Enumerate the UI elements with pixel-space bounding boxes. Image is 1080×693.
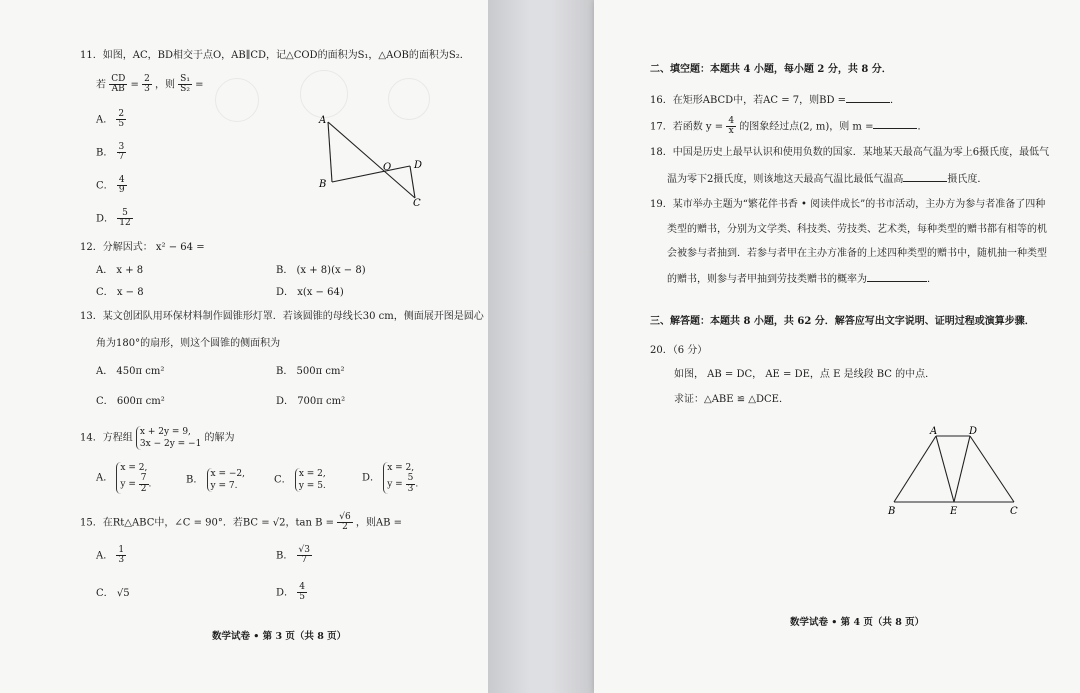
question-12-stem: 12．分解因式： x² − 64 = xyxy=(80,242,205,253)
question-12-option-d[interactable]: D． x(x − 64) xyxy=(276,287,344,298)
question-14-stem: 14．方程组 x + 2y = 9, 3x − 2y = −1 的解为 xyxy=(80,427,235,450)
question-11-option-b[interactable]: B． $\frac{3}{7}$ xyxy=(96,142,125,163)
point-d-label: D xyxy=(414,160,423,171)
point-a-label: A xyxy=(930,426,938,437)
question-13-option-b[interactable]: B． 500π cm² xyxy=(276,366,345,377)
question-18-line-1: 18．中国是历史上最早认识和使用负数的国家．某地某天最高气温为零上6摄氏度，最低气 xyxy=(650,147,1050,158)
q18-answer-blank[interactable] xyxy=(903,172,947,182)
segment-de xyxy=(954,436,970,502)
point-c-label: C xyxy=(1010,506,1018,517)
point-d-label: D xyxy=(969,426,978,437)
equation-system: x + 2y = 9, 3x − 2y = −1 xyxy=(136,426,201,450)
page-gutter xyxy=(488,0,594,693)
segment-ab xyxy=(328,122,332,182)
point-e-label: E xyxy=(950,506,958,517)
ratio-fraction: $\frac{2}{3}$ xyxy=(144,74,150,95)
question-15-option-a[interactable]: A． $\frac{1}{3}$ xyxy=(96,545,125,566)
page-3-footer: 数学试卷 • 第 3 页（共 8 页） xyxy=(212,631,347,642)
question-18-line-2: 温为零下2摄氏度，则该地这天最高气温比最低气温高 摄氏度． xyxy=(667,174,988,185)
section-3-heading: 三、解答题：本题共 8 小题，共 62 分．解答应写出文字说明、证明过程或演算步骤． xyxy=(650,316,1035,327)
point-c-label: C xyxy=(413,198,421,208)
point-o-label: O xyxy=(383,162,392,173)
question-11-option-a[interactable]: A． $\frac{2}{5}$ xyxy=(96,109,125,130)
question-11-condition: 若 $\frac{CD}{AB}$ = $\frac{2}{3}$ ，则 $\frac{\text{S₁}}{\text{S₂}}$ = xyxy=(96,74,204,95)
question-11-stem: 11．如图，AC，BD相交于点O，AB∥CD，记△COD的面积为S₁，△AOB的面积为S₂． xyxy=(80,50,470,61)
question-13-option-c[interactable]: C． 600π cm² xyxy=(96,396,165,407)
segment-ab xyxy=(894,436,936,502)
point-b-label: B xyxy=(319,179,327,190)
question-13-line-1: 13．某文创团队用环保材料制作圆锥形灯罩．若该圆锥的母线长30 cm，侧面展开图是圆心 xyxy=(80,311,484,322)
question-14-option-c[interactable]: C． x = 2, y = 5. xyxy=(274,469,326,492)
exam-page-4 xyxy=(594,0,1080,693)
question-12-option-c[interactable]: C． x − 8 xyxy=(96,287,144,298)
question-19-line-3: 会被参与者抽到．若参与者甲在主办方准备的上述四种类型的赠书中，随机抽一种类型 xyxy=(667,248,1047,259)
question-14-option-a[interactable]: A． x = 2, y = $\frac{7}{2}$ . xyxy=(96,463,152,494)
question-11-option-c[interactable]: C． $\frac{4}{9}$ xyxy=(96,175,125,196)
point-a-label: A xyxy=(319,115,327,126)
segment-dc xyxy=(970,436,1014,502)
exam-page-3 xyxy=(0,0,488,693)
segment-ac xyxy=(328,122,415,198)
segment-bd xyxy=(332,166,410,182)
question-12-option-a[interactable]: A． x + 8 xyxy=(96,265,144,276)
question-11-figure xyxy=(310,108,435,208)
tan-b-fraction: $\frac{√6}{2}$ xyxy=(339,512,351,533)
question-20-given: 如图， AB = DC， AE = DE，点 E 是线段 BC 的中点． xyxy=(674,369,936,380)
point-b-label: B xyxy=(888,506,896,517)
question-15-option-c[interactable]: C． √5 xyxy=(96,588,130,599)
question-14-option-b[interactable]: B． x = −2, y = 7. xyxy=(186,469,246,492)
question-19-line-1: 19．某市举办主题为“繁花伴书香 • 阅读伴成长”的书市活动，主办方为参与者准备了四种 xyxy=(650,199,1046,210)
question-15-option-d[interactable]: D． $\frac{4}{5}$ xyxy=(276,582,305,603)
question-16: 16．在矩形ABCD中，若AC = 7，则BD = ． xyxy=(650,95,901,106)
four-over-x-fraction: $\frac{4}{x}$ xyxy=(728,116,735,137)
question-20-title: 20．（6 分） xyxy=(650,345,708,356)
question-19-line-2: 类型的赠书，分别为文学类、科技类、劳技类、艺术类，每种类型的赠书都有相等的机 xyxy=(667,224,1047,235)
question-13-line-2: 角为180°的扇形，则这个圆锥的侧面积为 xyxy=(96,338,281,349)
question-13-option-d[interactable]: D． 700π cm² xyxy=(276,396,346,407)
question-15-stem: 15．在Rt△ABC中，∠C = 90°．若BC = √2，tan B = $\frac{√6}{2}$ ，则AB = xyxy=(80,512,403,533)
page-4-footer: 数学试卷 • 第 4 页（共 8 页） xyxy=(790,617,925,628)
question-17: 17．若函数 y = $\frac{4}{x}$ 的图象经过点(2, m)，则 m = ． xyxy=(650,116,928,137)
question-19-line-4: 的赠书，则参与者甲抽到劳技类赠书的概率为 ． xyxy=(667,274,937,285)
s1-over-s2-fraction: $\frac{\text{S₁}}{\text{S₂}}$ xyxy=(180,74,190,95)
section-2-heading: 二、填空题：本题共 4 小题，每小题 2 分，共 8 分． xyxy=(650,64,892,75)
question-20-figure xyxy=(884,424,1024,520)
q16-answer-blank[interactable] xyxy=(846,93,890,103)
q19-answer-blank[interactable] xyxy=(867,272,927,282)
question-12-option-b[interactable]: B． (x + 8)(x − 8) xyxy=(276,265,366,276)
question-14-option-d[interactable]: D． x = 2, y = $\frac{5}{3}$ . xyxy=(362,463,419,494)
question-15-option-b[interactable]: B． $\frac{√3}{7}$ xyxy=(276,545,311,566)
question-13-option-a[interactable]: A． 450π cm² xyxy=(96,366,165,377)
question-20-prove: 求证：△ABE ≌ △DCE． xyxy=(674,394,789,405)
question-11-option-d[interactable]: D． $\frac{5}{12}$ xyxy=(96,208,131,229)
cd-over-ab-fraction: $\frac{CD}{AB}$ xyxy=(111,74,126,95)
q17-answer-blank[interactable] xyxy=(873,119,917,129)
segment-ae xyxy=(936,436,954,502)
